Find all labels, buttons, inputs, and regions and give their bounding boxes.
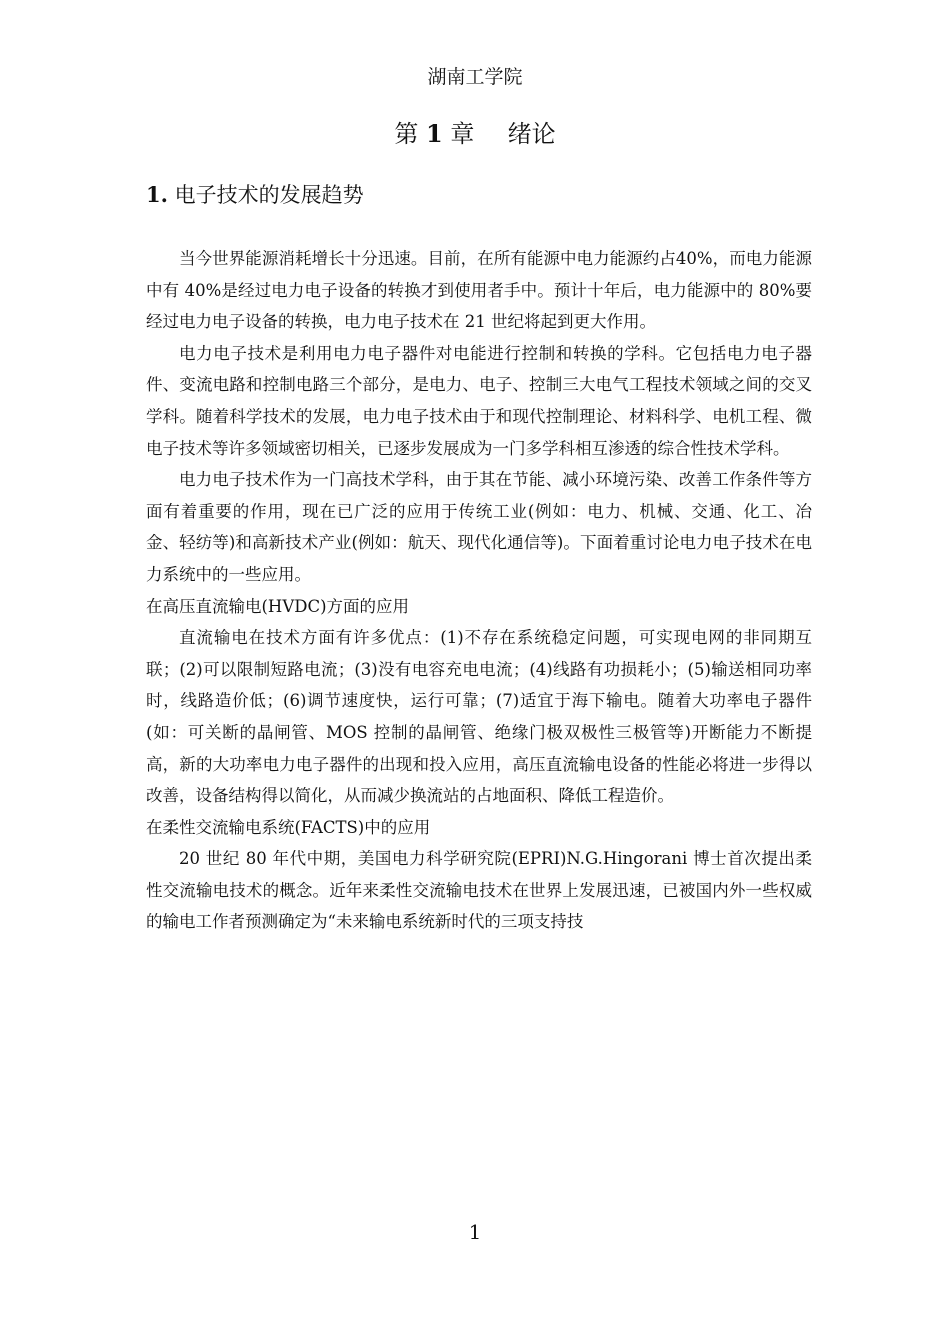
- paragraph-hvdc: 直流输电在技术方面有许多优点：(1)不存在系统稳定问题，可实现电网的非同期互联；(2)可以限制短路电流；(3)没有电容充电电流；(4)线路有功损耗小；(5)输送相同功率时，线路造价低；(6)调节速度快，运行可靠；(7)适宜于海下输电。随着大功率电子器件(如：可关断的晶闸管、MOS 控制的晶闸管、绝缘门极双极性三极管等)开断能力不断提高，新的大功率电力电子器件的出现和投入应用，高压直流输电设备的性能必将进一步得以改善，设备结构得以简化，从而减少换流站的占地面积、降低工程造价。: [146, 628, 812, 806]
- subheading-hvdc: 在高压直流输电(HVDC)方面的应用: [146, 596, 410, 616]
- section-title: 电子技术的发展趋势: [174, 183, 364, 207]
- paragraph-definition: 电力电子技术是利用电力电子器件对电能进行控制和转换的学科。它包括电力电子器件、变流电路和控制电路三个部分，是电力、电子、控制三大电气工程技术领域之间的交叉学科。随着科学技术的发展，电力电子技术由于和现代控制理论、材料科学、电机工程、微电子技术等许多领域密切相关，已逐步发展成为一门多学科相互渗透的综合性技术学科。: [146, 343, 812, 458]
- section-number: 1.: [146, 182, 168, 207]
- paragraph-energy-consumption: 当今世界能源消耗增长十分迅速。目前，在所有能源中电力能源约占40%，而电力能源中有 40%是经过电力电子设备的转换才到使用者手中。预计十年后，电力能源中的 80%要经过电力电子设备的转换，电力电子技术在 21 世纪将起到更大作用。: [146, 249, 812, 332]
- page-header: 湖南工学院: [427, 66, 523, 88]
- section-heading: [146, 178, 364, 212]
- chapter-number-suffix: 章: [450, 120, 475, 148]
- subheading-facts: 在柔性交流输电系统(FACTS)中的应用: [146, 817, 431, 837]
- chapter-number-prefix: 第: [394, 120, 419, 148]
- chapter-title: 绪论: [507, 120, 556, 148]
- paragraph-facts: 20 世纪 80 年代中期，美国电力科学研究院(EPRI)N.G.Hingorani 博士首次提出柔性交流输电技术的概念。近年来柔性交流输电技术在世界上发展迅速，已被国内外一些权威的输电工作者预测确定为“未来输电系统新时代的三项支持技: [146, 849, 812, 932]
- page-number: 1: [468, 1220, 482, 1244]
- chapter-number: 1: [426, 119, 443, 148]
- paragraph-applications: 电力电子技术作为一门高技术学科，由于其在节能、减小环境污染、改善工作条件等方面有着重要的作用，现在已广泛的应用于传统工业(例如：电力、机械、交通、化工、冶金、轻纺等)和高新技术产业(例如：航天、现代化通信等)。下面着重讨论电力电子技术在电力系统中的一些应用。: [146, 470, 812, 584]
- document-body: [146, 243, 812, 938]
- chapter-heading: [0, 116, 950, 152]
